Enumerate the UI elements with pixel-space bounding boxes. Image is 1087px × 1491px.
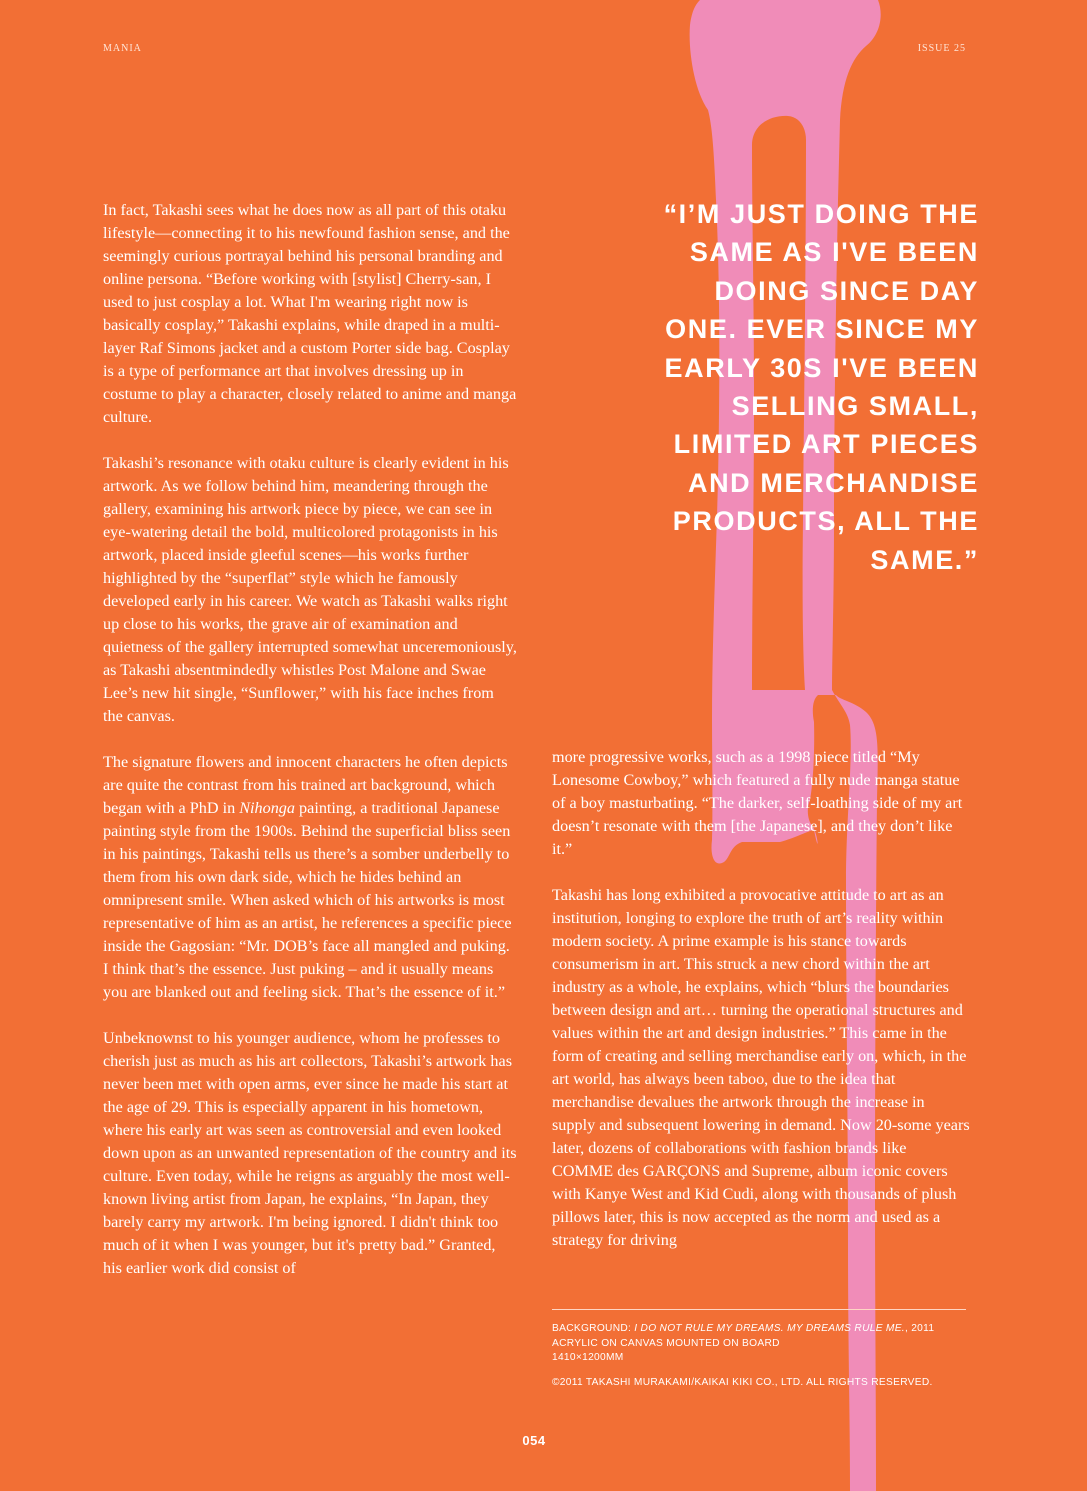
paragraph: Takashi’s resonance with otaku culture is clearly evident in his artwork. As we follow behind him, meandering through the gallery, examining his artwork piece by piece, we can see in eye-watering detail the bold, multicolored protagonists in his artwork, placed inside gleeful scenes—his works further highlighted by the “superflat” style which he famously developed early in his career. We watch as Takashi walks right up close to his works, the grave air of examination and quietness of the gallery interrupted somewhat unceremoniously, as Takashi absentmindedly whistles Post Malone and Swae Lee’s new hit single, “Sunflower,” with his face inches from the canvas.	[103, 454, 517, 725]
caption-year: , 2011	[904, 1323, 935, 1334]
caption-label: BACKGROUND:	[552, 1323, 635, 1334]
caption-title-line	[552, 1322, 982, 1337]
caption-size: 1410×1200MM	[552, 1352, 624, 1363]
article-column-right	[552, 746, 970, 1275]
italic-term: Nihonga	[239, 799, 295, 817]
page-number: 054	[522, 1433, 546, 1448]
pull-quote: “I’M JUST DOING THE SAME AS I'VE BEEN DOING SINCE DAY ONE. EVER SINCE MY EARLY 30S I'VE BEEN SELLING SMALL, LIMITED ART PIECES AND MERCHANDISE PRODUCTS, ALL THE SAME.”	[663, 199, 979, 575]
paragraph	[103, 751, 517, 1004]
paragraph: Takashi has long exhibited a provocative attitude to art as an institution, longing to explore the truth of art’s reality within modern society. A prime example is his stance towards consumerism in art. This struck a new chord within the art industry as a whole, he explains, which “blurs the boundaries between design and art… turning the operational structures and values within the art and design industries.” This came in the form of creating and selling merchandise early on, which, in the art world, has always been taboo, due to the idea that merchandise devalues the artwork through the increase in supply and subsequent lowering in demand. Now 20-some years later, dozens of collaborations with fashion brands like COMME des GARÇONS and Supreme, album iconic covers with Kanye West and Kid Cudi, along with thousands of plush pillows later, this is now accepted as the norm and used as a strategy for driving	[552, 886, 970, 1249]
paragraph: Unbeknownst to his younger audience, whom he professes to cherish just as much as his art collectors, Takashi’s artwork has never been met with open arms, ever since he made his start at the age of 29. This is especially apparent in his hometown, where his early art was seen as controversial and even looked down upon as an unwanted representation of the country and its culture. Even today, while he reigns as arguably the most well-known living artist from Japan, he explains, “In Japan, they barely carry my artwork. I'm being ignored. I didn't think too much of it when I was younger, but it's pretty bad.” Granted, his earlier work did consist of	[103, 1029, 517, 1277]
paragraph: In fact, Takashi sees what he does now as all part of this otaku lifestyle—connecting it to his newfound fashion sense, and the seemingly curious portrayal behind his personal branding and online persona. “Before working with [stylist] Cherry-san, I used to just cosplay a lot. What I'm wearing right now is basically cosplay,” Takashi explains, while draped in a multi-layer Raf Simons jacket and a custom Porter side bag. Cosplay is a type of performance art that involves dressing up in costume to play a character, closely related to anime and manga culture.	[103, 201, 517, 426]
paragraph-text: The signature flowers and innocent characters he often depicts are quite the contrast from his trained art background, which began with a PhD in	[103, 753, 508, 817]
paragraph: more progressive works, such as a 1998 piece titled “My Lonesome Cowboy,” which featured a fully nude manga statue of a boy masturbating. “The darker, self-loathing side of my art doesn’t resonate with them [the Japanese], and they don’t like it.”	[552, 748, 963, 858]
caption-artwork-title: I DO NOT RULE MY DREAMS. MY DREAMS RULE ME.	[634, 1323, 905, 1334]
magazine-name: MANIA	[103, 43, 142, 54]
article-column-left	[103, 199, 517, 1303]
caption-medium: ACRYLIC ON CANVAS MOUNTED ON BOARD	[552, 1337, 780, 1349]
caption-divider	[552, 1309, 966, 1310]
paragraph-text: painting, a traditional Japanese painting style from the 1900s. Behind the superficial bliss seen in his paintings, Takashi tells us there’s a somber underbelly to them from his own dark side, which he hides behind an omnipresent smile. When asked which of his artworks is most representative of him as an artist, he references a specific piece inside the Gagosian: “Mr. DOB’s face all mangled and puking. I think that’s the essence. Just puking – and it usually means you are blanked out and feeling sick. That’s the essence of it.”	[103, 799, 512, 1001]
issue-number: ISSUE 25	[917, 43, 966, 54]
artwork-caption	[552, 1322, 982, 1390]
caption-credit: ©2011 TAKASHI MURAKAMI/KAIKAI KIKI CO., LTD. ALL RIGHTS RESERVED.	[552, 1376, 933, 1388]
